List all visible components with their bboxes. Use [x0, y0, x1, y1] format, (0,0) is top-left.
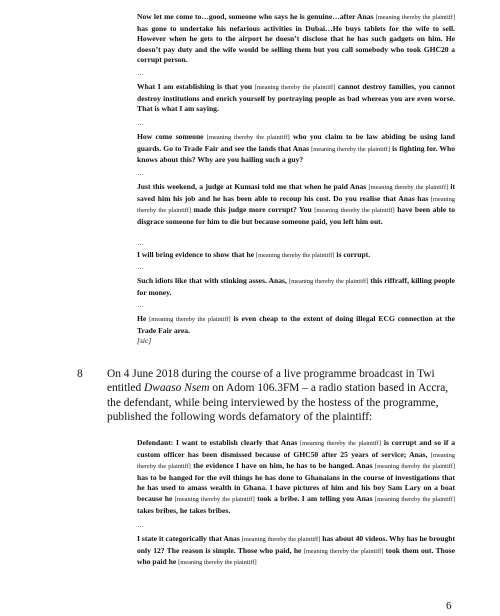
quote-text: I state it categorically that Anas — [137, 534, 240, 543]
bracket-note: [meaning thereby the plaintiff] — [241, 536, 321, 543]
ellipsis: … — [137, 263, 144, 271]
paragraph-text: On 4 June 2018 during the course of a live programme broadcast in Twi entitled — [107, 368, 435, 395]
bracket-note: [meaning thereby the plaintiff] — [137, 451, 455, 471]
quote-4 — [137, 182, 455, 227]
bracket-note: [meaning thereby the plaintiff] — [174, 495, 255, 503]
quote-text: How come someone — [137, 132, 204, 141]
quote-text: Now let me come to…good, someone who says he is genuine…after Anas — [137, 12, 374, 21]
quote-2 — [137, 82, 455, 115]
programme-title: Dwaaso Nsem — [144, 382, 210, 395]
quote-text: takes bribes, he takes bribes. — [137, 505, 231, 515]
quote-text: made this judge more corrupt? You — [193, 205, 312, 215]
quote-text: He — [137, 314, 147, 323]
quote-text: is corrupt and so if a custom officer has been dismissed because of GHC50 after 25 years of service; Anas, — [137, 438, 455, 459]
ellipsis: … — [137, 301, 144, 309]
quote-text: who you claim to be law abiding be using land guards. Go to Trade Fair and see the lands that Anas — [137, 132, 455, 153]
quote-text: it saved him his job and he has been able to recoup his cost. Do you realise that Anas has — [137, 182, 455, 203]
quote-text: has to be hanged for the evil things he has done to Ghanaians in the course of investigations that he has used to amass wealth in Ghana. I have pictures of him and his boy Sam Lary on a boat because he — [137, 472, 455, 503]
quote-text: is fighting for. Who knows about this? Why are you hailing such a guy? — [137, 143, 455, 165]
bracket-note: [meaning thereby the plaintiff] — [255, 252, 335, 259]
bracket-note: [meaning thereby the plaintiff] — [368, 184, 449, 191]
ellipsis: … — [137, 69, 144, 77]
quote-text: took a bribe. I am telling you Anas — [257, 493, 373, 503]
quote-1 — [137, 12, 455, 66]
paragraph-8 — [107, 367, 459, 425]
paragraph-number: 8 — [77, 368, 83, 380]
bracket-note: [meaning thereby the plaintiff] — [137, 195, 455, 215]
ellipsis: … — [137, 169, 144, 177]
bracket-note: [meaning thereby the plaintiff] — [314, 207, 395, 215]
bracket-note: [meaning thereby the plaintiff] — [303, 547, 384, 555]
paragraph-text: on Adom 106.3FM – a radio station based in Accra, the defendant, while being interviewed by the hostess of the programme, published the following words defamatory of the plaintiff: — [107, 382, 449, 424]
quote-text: took them out. Those who paid he — [137, 545, 455, 567]
quote-7 — [137, 314, 455, 347]
quote-text: is corrupt. — [336, 250, 371, 259]
quote-text: has gone to undertake his nefarious activities in Dubai…He buys tablets for the wife to sell. However when he gets to the airport he doesn’t disclose that he has such gadgets on him. He doesn’t pay duty and the wife would be selling them but you call somebody who took GHC20 a corrupt person. — [137, 23, 455, 65]
bracket-note: [meaning thereby the plaintiff] — [299, 440, 382, 447]
quote-text: Defendant: I want to establish clearly that Anas — [137, 438, 298, 447]
quote-5 — [137, 250, 455, 262]
quote-text: I will bring evidence to show that he — [137, 250, 255, 259]
quote-3 — [137, 132, 455, 166]
bracket-note: [meaning thereby the plaintiff] — [311, 145, 391, 153]
bracket-note: [meaning thereby the plaintiff] — [375, 14, 455, 21]
quote-9 — [137, 534, 455, 569]
quote-text: What I am establishing is that you — [137, 82, 253, 91]
page-number: 6 — [446, 600, 452, 612]
bracket-note: [meaning thereby the plaintiff] — [289, 278, 369, 285]
quote-text: have been able to disgrace someone for him to die but because someone paid, you left him out. — [137, 205, 456, 226]
bracket-note: [meaning thereby the plaintiff] — [206, 134, 290, 141]
sic-marker: [sic] — [137, 336, 152, 346]
quote-text: has about 40 videos. Why has he brought only 12? The reason is simple. Those who paid, he — [137, 534, 455, 555]
bracket-note: [meaning thereby the plaintiff] — [149, 316, 231, 323]
quote-6 — [137, 276, 455, 298]
quote-text: this riffraff, killing people for money. — [137, 276, 455, 297]
bracket-note: [meaning thereby the plaintiff] — [178, 559, 257, 567]
quote-8 — [137, 438, 455, 516]
ellipsis: … — [137, 119, 144, 127]
ellipsis: … — [137, 239, 144, 247]
bracket-note: [meaning thereby the plaintiff] — [374, 463, 455, 471]
bracket-note: [meaning thereby the plaintiff] — [254, 84, 336, 91]
quote-text: the evidence I have on him, he has to be hanged. Anas — [193, 461, 373, 471]
ellipsis: … — [137, 521, 144, 529]
quote-text: is even cheap to the extent of doing illegal ECG connection at the Trade Fair area. — [137, 314, 455, 335]
quote-text: Such idiots like that with stinking asses. Anas, — [137, 276, 287, 285]
bracket-note: [meaning thereby the plaintiff] — [375, 495, 456, 503]
quote-text: Just this weekend, a judge at Kumasi told me that when he paid Anas — [137, 182, 367, 191]
quote-text: cannot destroy families, you cannot destroy institutions and enrich yourself by portraying people as bad whereas you are even worse. That is what I am saying. — [137, 82, 455, 114]
